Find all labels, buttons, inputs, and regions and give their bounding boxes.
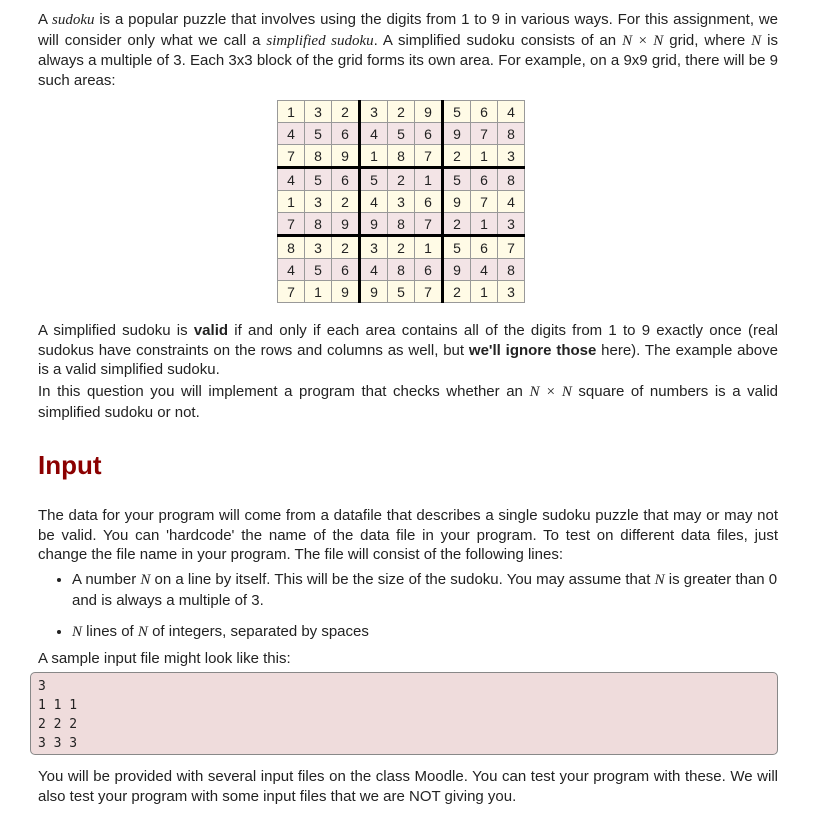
grid-cell: 4 <box>278 259 305 281</box>
grid-cell: 4 <box>360 123 388 145</box>
grid-cell: 8 <box>498 168 525 191</box>
grid-row <box>278 168 525 191</box>
grid-cell: 8 <box>498 123 525 145</box>
grid-cell: 8 <box>498 259 525 281</box>
grid-row <box>278 213 525 236</box>
grid-cell: 1 <box>471 145 498 168</box>
grid-cell: 9 <box>443 191 471 213</box>
grid-cell: 5 <box>443 101 471 123</box>
grid-cell: 6 <box>332 168 360 191</box>
grid-cell: 1 <box>471 213 498 236</box>
sample-input-code-block: 3 1 1 1 2 2 2 3 3 3 <box>30 672 778 755</box>
grid-cell: 9 <box>332 145 360 168</box>
grid-cell: 4 <box>360 191 388 213</box>
grid-cell: 5 <box>305 259 332 281</box>
grid-row <box>278 123 525 145</box>
grid-cell: 7 <box>278 281 305 303</box>
grid-cell: 3 <box>498 213 525 236</box>
valid-paragraph: A simplified sudoku is valid if and only if each area contains all of the digits from 1 to 9 exactly once (real sudokus have constraints on the rows and columns as well, but we'll ignore those here). The example above is a valid simplified sudoku. <box>38 322 778 378</box>
grid-cell: 1 <box>415 236 443 259</box>
grid-cell: 6 <box>415 191 443 213</box>
grid-row <box>278 281 525 303</box>
grid-cell: 3 <box>305 191 332 213</box>
grid-cell: 7 <box>278 145 305 168</box>
grid-cell: 2 <box>388 101 415 123</box>
grid-row <box>278 101 525 123</box>
grid-row <box>278 191 525 213</box>
grid-cell: 1 <box>471 281 498 303</box>
grid-cell: 2 <box>443 145 471 168</box>
sample-label: A sample input file might look like this: <box>38 650 291 667</box>
grid-cell: 5 <box>388 123 415 145</box>
grid-cell: 3 <box>360 236 388 259</box>
grid-cell: 6 <box>415 259 443 281</box>
grid-cell: 8 <box>305 145 332 168</box>
input-paragraph: The data for your program will come from a datafile that describes a single sudoku puzzle that may or may not be valid. You can 'hardcode' the name of the data file in your program. To test on different data files, just change the file name in your program. The file will consist of the following lines: <box>38 507 778 563</box>
grid-cell: 3 <box>305 236 332 259</box>
grid-cell: 8 <box>388 145 415 168</box>
task-paragraph: In this question you will implement a program that checks whether an N × N square of numbers is a valid simplified sudoku or not. <box>38 383 778 421</box>
grid-cell: 7 <box>471 123 498 145</box>
grid-cell: 3 <box>388 191 415 213</box>
input-heading: Input <box>38 450 102 480</box>
grid-cell: 2 <box>332 191 360 213</box>
grid-row <box>278 259 525 281</box>
grid-cell: 1 <box>278 191 305 213</box>
grid-cell: 8 <box>388 259 415 281</box>
grid-cell: 3 <box>498 281 525 303</box>
grid-cell: 4 <box>471 259 498 281</box>
grid-row <box>278 145 525 168</box>
grid-cell: 5 <box>443 236 471 259</box>
grid-cell: 6 <box>415 123 443 145</box>
grid-cell: 6 <box>332 259 360 281</box>
grid-cell: 9 <box>332 281 360 303</box>
grid-cell: 5 <box>305 123 332 145</box>
grid-cell: 6 <box>471 168 498 191</box>
grid-cell: 9 <box>360 281 388 303</box>
input-format-list <box>38 570 778 655</box>
grid-cell: 2 <box>443 281 471 303</box>
grid-cell: 6 <box>332 123 360 145</box>
grid-cell: 7 <box>471 191 498 213</box>
closing-paragraph: You will be provided with several input files on the class Moodle. You can test your program with these. We will also test your program with some input files that we are NOT giving you. <box>38 768 778 805</box>
grid-cell: 9 <box>332 213 360 236</box>
grid-cell: 6 <box>471 101 498 123</box>
grid-cell: 1 <box>415 168 443 191</box>
grid-cell: 1 <box>360 145 388 168</box>
grid-cell: 3 <box>360 101 388 123</box>
grid-cell: 9 <box>415 101 443 123</box>
grid-cell: 7 <box>415 145 443 168</box>
grid-cell: 2 <box>332 101 360 123</box>
list-item: • N lines of N of integers, separated by spaces <box>72 622 778 643</box>
grid-cell: 4 <box>498 191 525 213</box>
grid-cell: 4 <box>498 101 525 123</box>
grid-cell: 2 <box>332 236 360 259</box>
grid-cell: 2 <box>388 168 415 191</box>
grid-cell: 5 <box>305 168 332 191</box>
grid-cell: 8 <box>305 213 332 236</box>
grid-cell: 3 <box>498 145 525 168</box>
list-item: • A number N on a line by itself. This will be the size of the sudoku. You may assume that N is greater than 0 and is always a multiple of 3. <box>72 570 778 610</box>
grid-cell: 9 <box>443 259 471 281</box>
grid-row <box>278 236 525 259</box>
grid-cell: 7 <box>415 281 443 303</box>
grid-cell: 5 <box>360 168 388 191</box>
grid-cell: 6 <box>471 236 498 259</box>
sudoku-example-grid <box>277 100 525 303</box>
grid-cell: 3 <box>305 101 332 123</box>
grid-cell: 5 <box>443 168 471 191</box>
grid-cell: 4 <box>278 168 305 191</box>
grid-cell: 2 <box>388 236 415 259</box>
intro-paragraph: A sudoku is a popular puzzle that involves using the digits from 1 to 9 in various ways. For this assignment, we will consider only what we call a simplified sudoku. A simplified sudoku consists of an N × N grid, where N is always a multiple of 3. Each 3x3 block of the grid forms its own area. For example, on a 9x9 grid, there will be 9 such areas: <box>38 11 778 89</box>
grid-cell: 5 <box>388 281 415 303</box>
grid-cell: 8 <box>388 213 415 236</box>
grid-cell: 2 <box>443 213 471 236</box>
grid-cell: 4 <box>360 259 388 281</box>
grid-cell: 8 <box>278 236 305 259</box>
grid-cell: 1 <box>278 101 305 123</box>
grid-cell: 7 <box>415 213 443 236</box>
grid-cell: 4 <box>278 123 305 145</box>
grid-cell: 7 <box>498 236 525 259</box>
grid-cell: 9 <box>443 123 471 145</box>
grid-cell: 1 <box>305 281 332 303</box>
grid-cell: 9 <box>360 213 388 236</box>
grid-cell: 7 <box>278 213 305 236</box>
